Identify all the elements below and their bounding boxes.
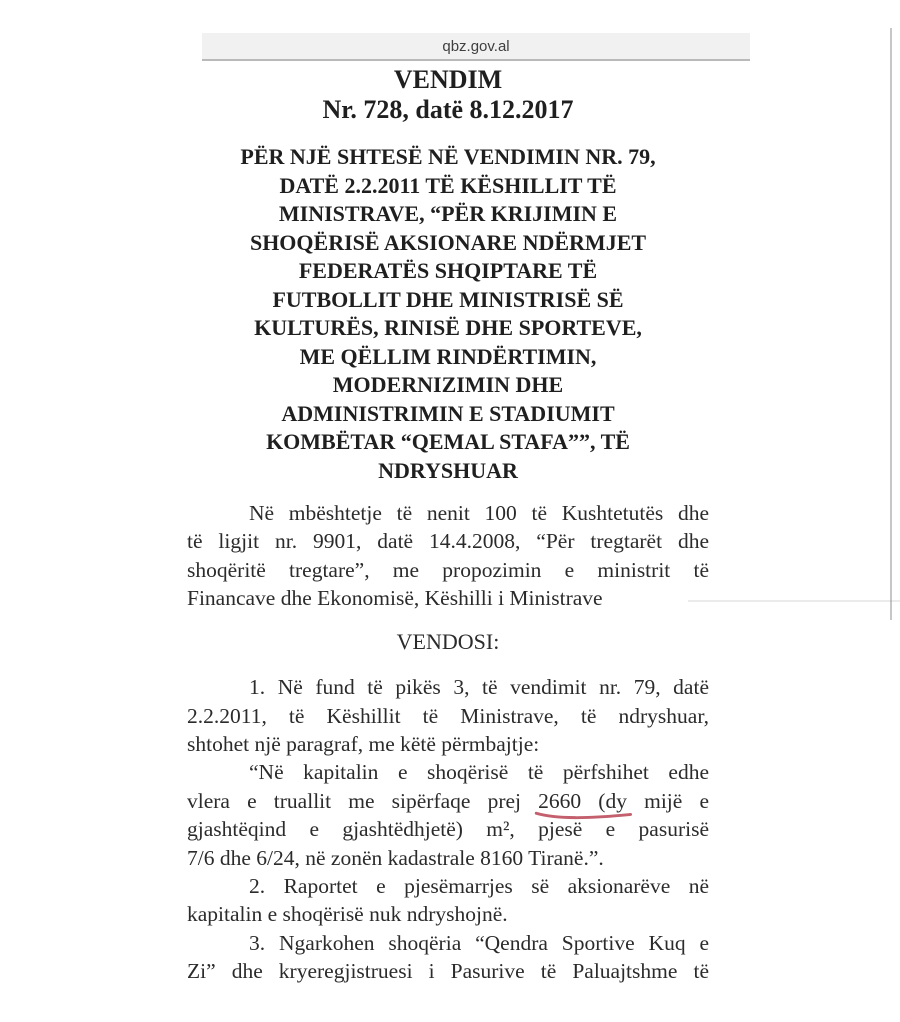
- text-line: Financave dhe Ekonomisë, Këshilli i Ministrave: [187, 586, 603, 611]
- title-line: SHOQËRISË AKSIONARE NDËRMJET: [249, 229, 647, 255]
- title-line: KOMBËTAR “QEMAL STAFA””, TË: [266, 429, 630, 454]
- text-line: [187, 787, 709, 815]
- text-segment: vlera e truallit me sipërfaqe prej: [187, 788, 539, 813]
- text-line: shtohet një paragraf, me këtë përmbajtje:: [187, 731, 540, 756]
- text-line: 3. Ngarkohen shoqëria “Qendra Sportive Kuq e: [249, 930, 709, 955]
- scan-artifact-horizontal-line: [688, 600, 900, 602]
- title-line: MINISTRAVE, “PËR KRIJIMIN E: [278, 201, 618, 226]
- title-line: KULTURËS, RINISË DHE SPORTEVE,: [254, 315, 642, 340]
- text-line: 7/6 dhe 6/24, në zonën kadastrale 8160 Tiranë.”.: [187, 845, 604, 870]
- title-line: FUTBOLLIT DHE MINISTRISË SË: [272, 286, 624, 312]
- text-line: gjashtëqind e gjashtëdhjetë) m², pjesë e pasurisë: [187, 817, 709, 842]
- url-text: qbz.gov.al: [442, 37, 510, 55]
- red-underline-annotation: [535, 809, 632, 821]
- text-line: 2. Raportet e pjesëmarrjes së aksionarëve në: [249, 873, 709, 898]
- title-line: PËR NJË SHTESË NË VENDIMIN NR. 79,: [240, 144, 656, 169]
- text-line: Zi” dhe kryeregjistruesi i Pasurive të Paluajtshme të: [187, 959, 709, 984]
- text-line: 2.2.2011, të Këshillit të Ministrave, të ndryshuar,: [187, 703, 709, 728]
- decision-number: Nr. 728, datë 8.12.2017: [322, 95, 574, 124]
- text-line: të ligjit nr. 9901, datë 14.4.2008, “Për tregtarët dhe: [187, 529, 709, 554]
- text-segment: mijë e: [626, 788, 710, 813]
- title-line: ADMINISTRIMIN E STADIUMIT: [281, 400, 615, 426]
- decision-body: [187, 673, 709, 985]
- title-line: DATË 2.2.2011 TË KËSHILLIT TË: [279, 172, 617, 198]
- text-line: 1. Në fund të pikës 3, të vendimit nr. 79, datë: [249, 675, 709, 700]
- intro-paragraph: [187, 499, 709, 613]
- browser-url-bar[interactable]: [202, 33, 750, 61]
- title-line: ME QËLLIM RINDËRTIMIN,: [299, 343, 597, 369]
- title-line: NDRYSHUAR: [378, 457, 518, 483]
- annotated-text: 2660 (dy: [538, 789, 627, 813]
- document-page: [187, 65, 709, 986]
- title-line: MODERNIZIMIN DHE: [332, 372, 564, 397]
- scan-artifact-vertical-line: [890, 28, 892, 620]
- decree-keyword: VENDOSI:: [396, 628, 500, 654]
- text-line: shoqëritë tregtare”, me propozimin e ministrit të: [187, 557, 709, 582]
- text-line: “Në kapitalin e shoqërisë të përfshihet edhe: [249, 760, 709, 785]
- decision-type-heading: VENDIM: [393, 65, 503, 94]
- text-line: kapitalin e shoqërisë nuk ndryshojnë.: [187, 902, 508, 927]
- text-line: Në mbështetje të nenit 100 të Kushtetutës dhe: [249, 501, 709, 525]
- title-line: FEDERATËS SHQIPTARE TË: [298, 258, 598, 283]
- decision-title: [187, 143, 709, 485]
